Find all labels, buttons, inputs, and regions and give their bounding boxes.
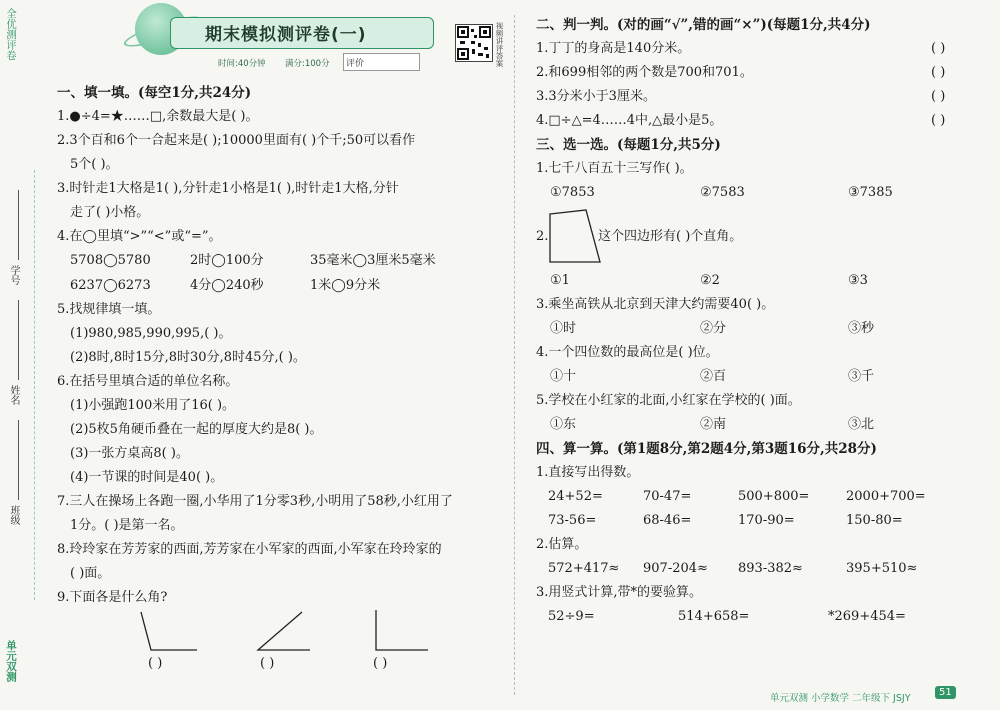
fill-q8-line2: ( )面。 bbox=[70, 566, 111, 581]
choice-option[interactable]: ③3 bbox=[848, 273, 868, 288]
fill-q7-line2: 1分。( )是第一名。 bbox=[70, 518, 184, 533]
choice-q2-number: 2. bbox=[536, 229, 549, 244]
fill-q8-line1: 8.玲玲家在芳芳家的西面,芳芳家在小军家的西面,小军家在玲玲家的 bbox=[57, 542, 442, 557]
compare-item: 5708◯5780 bbox=[70, 253, 151, 268]
time-info: 时间:40分钟 bbox=[218, 59, 266, 69]
choice-option[interactable]: ①十 bbox=[550, 369, 577, 384]
compare-item: 35毫米◯3厘米5毫米 bbox=[310, 253, 436, 268]
fill-q5: 5.找规律填一填。 bbox=[57, 302, 161, 317]
choice-option[interactable]: ②7583 bbox=[700, 185, 745, 200]
page-title: 期末模拟测评卷(一) bbox=[205, 25, 367, 45]
choice-q4: 4.一个四位数的最高位是( )位。 bbox=[536, 345, 719, 360]
section-2-title: 二、判一判。(对的画“√”,错的画“×”)(每题1分,共4分) bbox=[536, 17, 871, 33]
footer-text: 单元双测 小学数学 二年级下 JSJY bbox=[770, 693, 911, 704]
choice-option[interactable]: ③7385 bbox=[848, 185, 893, 200]
fill-q6: 6.在括号里填合适的单位名称。 bbox=[57, 374, 239, 389]
judge-answer-paren[interactable]: ( ) bbox=[931, 113, 946, 128]
oral-calc-item: 73-56= bbox=[548, 513, 597, 528]
oral-calc-item: 68-46= bbox=[643, 513, 692, 528]
estimate-item: 907-204≈ bbox=[643, 561, 708, 576]
vertical-calc-item: 514+658= bbox=[678, 609, 750, 624]
angle-answer-paren[interactable]: ( ) bbox=[148, 656, 163, 671]
binding-gutter bbox=[0, 0, 34, 710]
judge-answer-paren[interactable]: ( ) bbox=[931, 41, 946, 56]
obtuse-angle-figure bbox=[135, 608, 205, 658]
fill-q9: 9.下面各是什么角? bbox=[57, 590, 168, 605]
page-number: 51 bbox=[935, 686, 956, 699]
name-line bbox=[18, 300, 19, 380]
estimate-item: 395+510≈ bbox=[846, 561, 918, 576]
fill-q5-1: (1)980,985,990,995,( )。 bbox=[70, 326, 232, 341]
judge-answer-paren[interactable]: ( ) bbox=[931, 65, 946, 80]
oral-calc-item: 500+800= bbox=[738, 489, 810, 504]
choice-q1: 1.七千八百五十三写作( )。 bbox=[536, 161, 693, 176]
estimate-item: 572+417≈ bbox=[548, 561, 620, 576]
oral-calc-item: 150-80= bbox=[846, 513, 903, 528]
oral-calc-item: 24+52= bbox=[548, 489, 603, 504]
qr-caption: 视频讲评答案 bbox=[495, 22, 504, 67]
quadrilateral-figure bbox=[546, 206, 606, 266]
compare-item: 4分◯240秒 bbox=[190, 278, 264, 293]
section-1-title: 一、填一填。(每空1分,共24分) bbox=[57, 85, 252, 101]
fill-q1: 1.●÷4=★……□,余数最大是( )。 bbox=[57, 109, 259, 124]
compare-item: 1米◯9分米 bbox=[310, 278, 381, 293]
choice-option[interactable]: ①7853 bbox=[550, 185, 595, 200]
fill-q6-4: (4)一节课的时间是40( )。 bbox=[70, 470, 224, 485]
choice-q5: 5.学校在小红家的北面,小红家在学校的( )面。 bbox=[536, 393, 801, 408]
fill-q3-line1: 3.时针走1大格是1( ),分针走1小格是1( ),时针走1大格,分针 bbox=[57, 181, 399, 196]
judge-q3: 3.3分米小于3厘米。 bbox=[536, 89, 656, 104]
angle-answer-paren[interactable]: ( ) bbox=[260, 656, 275, 671]
choice-option[interactable]: ①时 bbox=[550, 321, 577, 336]
gutter-name-label: 姓名 bbox=[8, 385, 19, 405]
oral-calc-item: 170-90= bbox=[738, 513, 795, 528]
fill-q6-1: (1)小强跑100米用了16( )。 bbox=[70, 398, 236, 413]
vertical-calc-item: *269+454= bbox=[828, 609, 906, 624]
choice-option[interactable]: ③秒 bbox=[848, 321, 875, 336]
compare-item: 6237◯6273 bbox=[70, 278, 151, 293]
choice-option[interactable]: ②百 bbox=[700, 369, 727, 384]
fill-q6-3: (3)一张方桌高8( )。 bbox=[70, 446, 189, 461]
fill-q6-2: (2)5枚5角硬币叠在一起的厚度大约是8( )。 bbox=[70, 422, 323, 437]
score-label: 评价 bbox=[346, 59, 365, 69]
student-id-line bbox=[18, 190, 19, 260]
gutter-series-tag: 全优测评卷 bbox=[5, 8, 17, 61]
oral-calc-item: 70-47= bbox=[643, 489, 692, 504]
qr-code-icon[interactable] bbox=[455, 24, 493, 62]
choice-option[interactable]: ②分 bbox=[700, 321, 727, 336]
full-score-info: 满分:100分 bbox=[285, 59, 330, 69]
section-3-title: 三、选一选。(每题1分,共5分) bbox=[536, 137, 721, 153]
compare-item: 2时◯100分 bbox=[190, 253, 264, 268]
judge-q1: 1.丁丁的身高是140分米。 bbox=[536, 41, 691, 56]
choice-option[interactable]: ①1 bbox=[550, 273, 570, 288]
calc-q1: 1.直接写出得数。 bbox=[536, 465, 640, 480]
judge-q4: 4.□÷△=4……4中,△最小是5。 bbox=[536, 113, 723, 128]
acute-angle-figure bbox=[250, 608, 320, 658]
choice-option[interactable]: ③千 bbox=[848, 369, 875, 384]
choice-q3: 3.乘坐高铁从北京到天津大约需要40( )。 bbox=[536, 297, 775, 312]
fill-q4: 4.在◯里填“>”“<”或“=”。 bbox=[57, 229, 222, 244]
angle-answer-paren[interactable]: ( ) bbox=[373, 656, 388, 671]
calc-q3: 3.用竖式计算,带*的要验算。 bbox=[536, 585, 703, 600]
fill-q3-line2: 走了( )小格。 bbox=[70, 205, 150, 220]
oral-calc-item: 2000+700= bbox=[846, 489, 926, 504]
vertical-calc-item: 52÷9= bbox=[548, 609, 595, 624]
cut-line bbox=[34, 170, 35, 600]
fill-q2-line2: 5个( )。 bbox=[70, 157, 119, 172]
gutter-class-label: 班级 bbox=[8, 505, 19, 525]
gutter-student-id-label: 学号 bbox=[8, 265, 19, 285]
fill-q7-line1: 7.三人在操场上各跑一圈,小华用了1分零3秒,小明用了58秒,小红用了 bbox=[57, 494, 453, 509]
judge-answer-paren[interactable]: ( ) bbox=[931, 89, 946, 104]
right-angle-figure bbox=[368, 608, 438, 658]
estimate-item: 893-382≈ bbox=[738, 561, 803, 576]
choice-option[interactable]: ②2 bbox=[700, 273, 720, 288]
choice-option[interactable]: ③北 bbox=[848, 417, 875, 432]
calc-q2: 2.估算。 bbox=[536, 537, 588, 552]
gutter-brand: 单元双测 bbox=[5, 640, 17, 682]
class-line bbox=[18, 420, 19, 500]
judge-q2: 2.和699相邻的两个数是700和701。 bbox=[536, 65, 753, 80]
fill-q5-2: (2)8时,8时15分,8时30分,8时45分,( )。 bbox=[70, 350, 306, 365]
choice-option[interactable]: ②南 bbox=[700, 417, 727, 432]
choice-option[interactable]: ①东 bbox=[550, 417, 577, 432]
fill-q2-line1: 2.3个百和6个一合起来是( );10000里面有( )个千;50可以看作 bbox=[57, 133, 416, 148]
choice-q2: 这个四边形有( )个直角。 bbox=[598, 229, 743, 244]
column-divider bbox=[514, 15, 515, 695]
section-4-title: 四、算一算。(第1题8分,第2题4分,第3题16分,共28分) bbox=[536, 441, 877, 457]
